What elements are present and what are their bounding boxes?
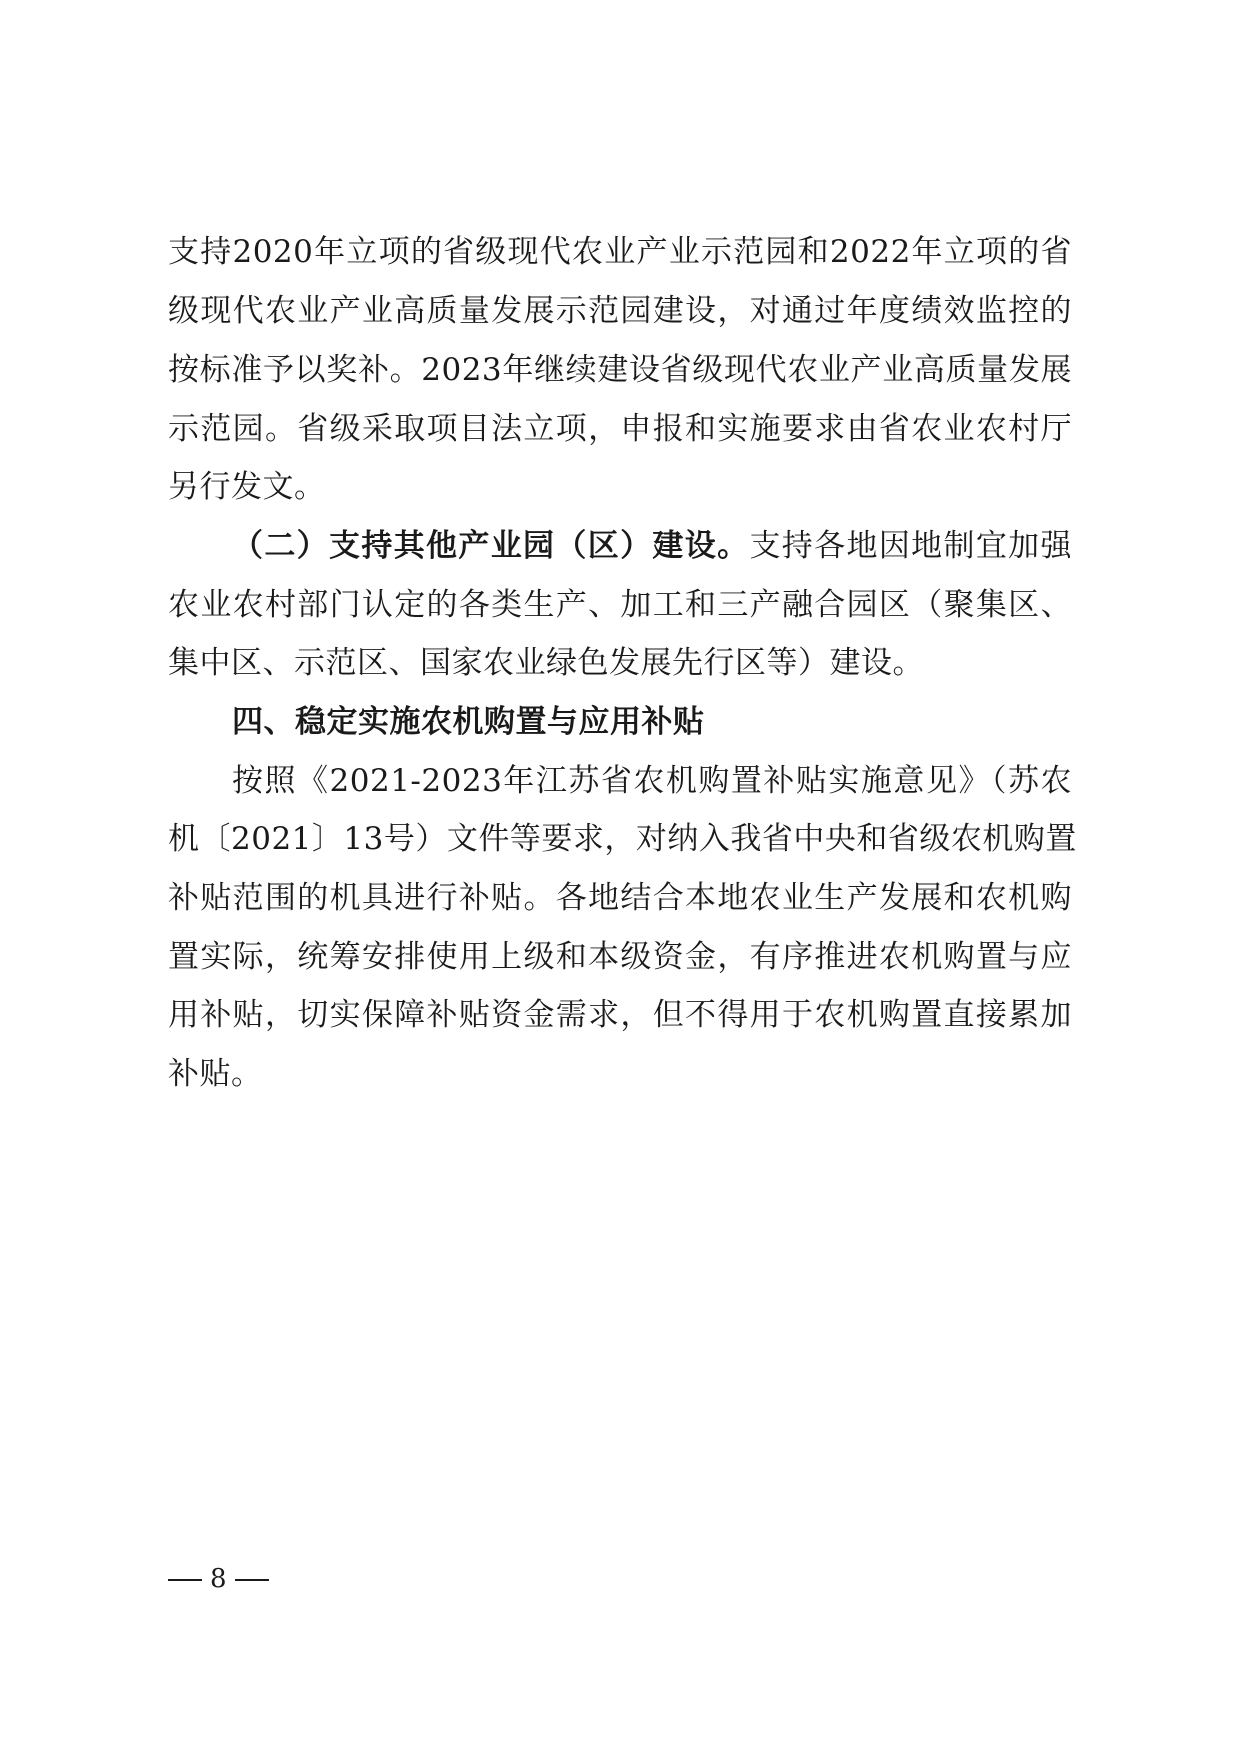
page-footer (168, 1559, 269, 1599)
body-line: 补贴范围的机具进行补贴。各地结合本地农业生产发展和农机购 (168, 880, 1072, 916)
body-line: 另行发文。 (168, 469, 326, 505)
body-line: 按标准予以奖补。2023年继续建设省级现代农业产业高质量发展 (168, 352, 1072, 388)
section-heading-4: 四、稳定实施农机购置与应用补贴 (232, 704, 705, 740)
body-line: 集中区、示范区、国家农业绿色发展先行区等）建设。 (168, 645, 924, 681)
footer-dash-right (235, 1579, 269, 1581)
sub-heading-2: （二）支持其他产业园（区）建设。 (232, 528, 750, 564)
body-line: 补贴。 (168, 1056, 263, 1092)
body-line: 农业农村部门认定的各类生产、加工和三产融合园区（聚集区、 (168, 587, 1072, 623)
body-line: 用补贴，切实保障补贴资金需求，但不得用于农机购置直接累加 (168, 997, 1072, 1033)
body-line: 支持2020年立项的省级现代农业产业示范园和2022年立项的省 (168, 234, 1072, 270)
body-line: 级现代农业产业高质量发展示范园建设，对通过年度绩效监控的 (168, 293, 1072, 329)
body-line: 按照《2021-2023年江苏省农机购置补贴实施意见》（苏农 (232, 763, 1072, 799)
footer-dash-left (168, 1579, 202, 1581)
section-paragraph-start (232, 516, 1072, 576)
body-line: 示范园。省级采取项目法立项，申报和实施要求由省农业农村厅 (168, 411, 1072, 447)
body-text: 支持各地因地制宜加强 (749, 528, 1073, 564)
body-line: 置实际，统筹安排使用上级和本级资金，有序推进农机购置与应 (168, 939, 1072, 975)
body-line: 机〔2021〕13号）文件等要求，对纳入我省中央和省级农机购置 (168, 821, 1077, 857)
page-number: 8 (210, 1564, 227, 1594)
